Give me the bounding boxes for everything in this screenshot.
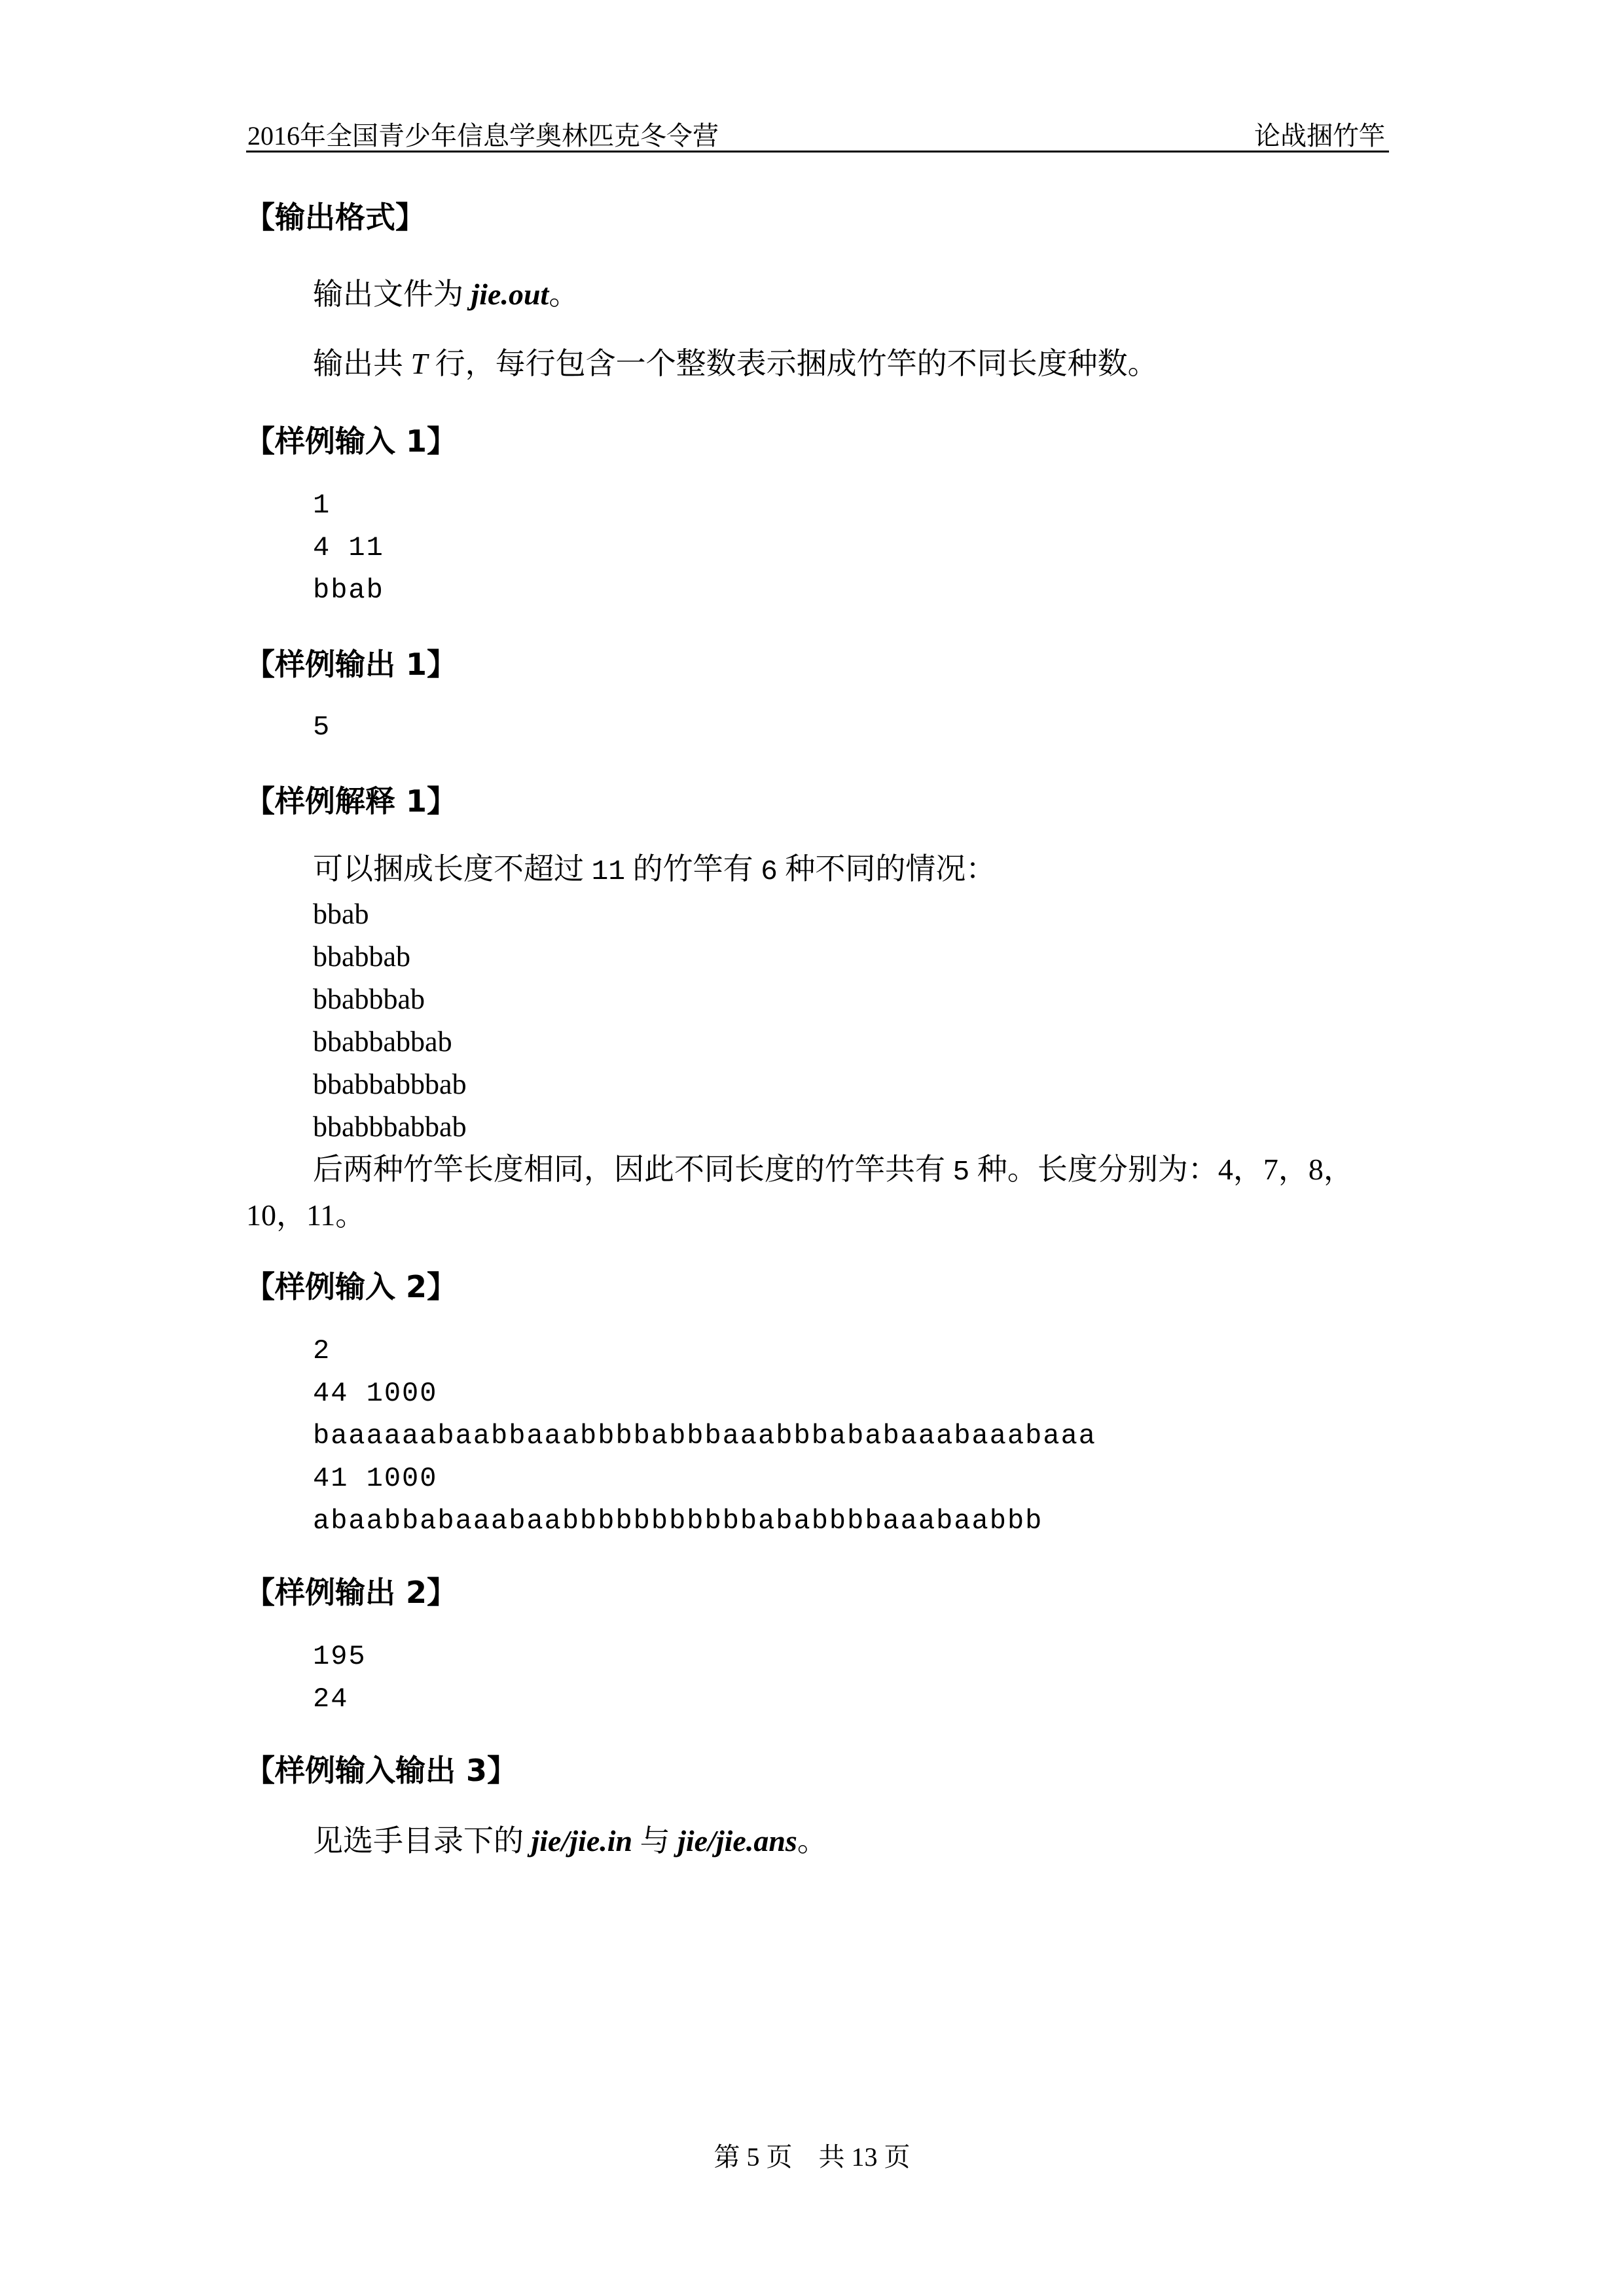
- code-line: abaabbabaaabaabbbbbbbbbbbababbbbaaabaabbb: [313, 1505, 1043, 1537]
- code-line: 24: [313, 1683, 349, 1715]
- output-file-line: [246, 274, 1389, 315]
- summary-b: 种。长度分别为：: [969, 1153, 1218, 1186]
- sample-input-2-block: [246, 1330, 1389, 1543]
- code-line: 2: [313, 1335, 331, 1367]
- bamboo-string: bbabbabbbab: [313, 1068, 467, 1100]
- section-title-sample-explanation-1: 【样例解释 1】: [245, 783, 458, 819]
- intro-number-11: 11: [591, 855, 626, 888]
- output-file-prefix: 输出文件为: [313, 278, 471, 311]
- page-footer: 第 5 页 共 13 页: [713, 2142, 911, 2172]
- bamboo-string: bbabbabbab: [313, 1026, 452, 1058]
- sample-output-1-block: [246, 706, 1389, 749]
- header-problem-title: 论战捆竹竿: [1254, 121, 1385, 151]
- section-title-output-format: 【输出格式】: [245, 200, 425, 235]
- section-title-sample-output-1: 【样例输出 1】: [245, 647, 458, 682]
- code-line: 1: [313, 490, 331, 521]
- bamboo-string: bbab: [313, 898, 369, 930]
- summary-number-5: 5: [952, 1156, 970, 1188]
- io3-text-a: 见选手目录下的: [313, 1824, 532, 1857]
- code-line: 5: [313, 711, 331, 743]
- code-line: 44 1000: [313, 1378, 438, 1409]
- section-title-sample-input-2: 【样例输入 2】: [245, 1269, 458, 1304]
- intro-number-6: 6: [761, 855, 778, 888]
- io3-text-b: 与: [632, 1824, 678, 1857]
- io3-text-c: 。: [797, 1824, 827, 1857]
- bamboo-string: bbabbab: [313, 941, 411, 973]
- summary-a: 后两种竹竿长度相同，因此不同长度的竹竿共有: [313, 1153, 953, 1186]
- intro-a: 可以捆成长度不超过: [313, 852, 592, 886]
- page-header: [246, 113, 1389, 152]
- output-desc-a: 输出共: [313, 347, 411, 380]
- output-desc-b: 行，每行包含一个整数表示捆成竹竿的不同长度种数。: [427, 347, 1158, 380]
- io3-file-in: jie/jie.in: [531, 1824, 633, 1857]
- sample-input-1-block: [246, 484, 1389, 612]
- output-file-suffix: 。: [549, 278, 579, 311]
- header-contest-title: 2016年全国青少年信息学奥林匹克冬令营: [247, 121, 719, 151]
- explanation-intro: [246, 848, 1389, 893]
- output-file-name: jie.out: [471, 278, 549, 311]
- sample-output-2-block: [246, 1636, 1389, 1721]
- explanation-summary: [246, 1148, 1389, 1237]
- intro-c: 种不同的情况：: [777, 852, 996, 886]
- output-description-line: [246, 343, 1389, 385]
- section-title-sample-input-1: 【样例输入 1】: [245, 423, 458, 459]
- code-line: 41 1000: [313, 1463, 438, 1494]
- output-desc-var: T: [410, 347, 428, 380]
- code-line: 4 11: [313, 532, 384, 564]
- explanation-strings: [246, 893, 1389, 1148]
- section-title-sample-output-2: 【样例输出 2】: [245, 1575, 458, 1610]
- section-title-sample-io-3: 【样例输入输出 3】: [245, 1753, 518, 1788]
- bamboo-string: bbabbbab: [313, 983, 425, 1015]
- bamboo-string: bbabbbabbab: [313, 1111, 467, 1143]
- intro-b: 的竹竿有: [625, 852, 761, 886]
- document-body: [246, 196, 1389, 1862]
- code-line: 195: [313, 1641, 367, 1672]
- io3-file-ans: jie/jie.ans: [677, 1824, 797, 1857]
- summary-lengths: 4，7，8，10，11。: [246, 1153, 1354, 1232]
- sample-io-3-line: [246, 1820, 1389, 1862]
- code-line: bbab: [313, 575, 384, 606]
- code-line: baaaaaabaabbaaabbbbabbbaaabbbababaaabaaabaaa: [313, 1420, 1096, 1452]
